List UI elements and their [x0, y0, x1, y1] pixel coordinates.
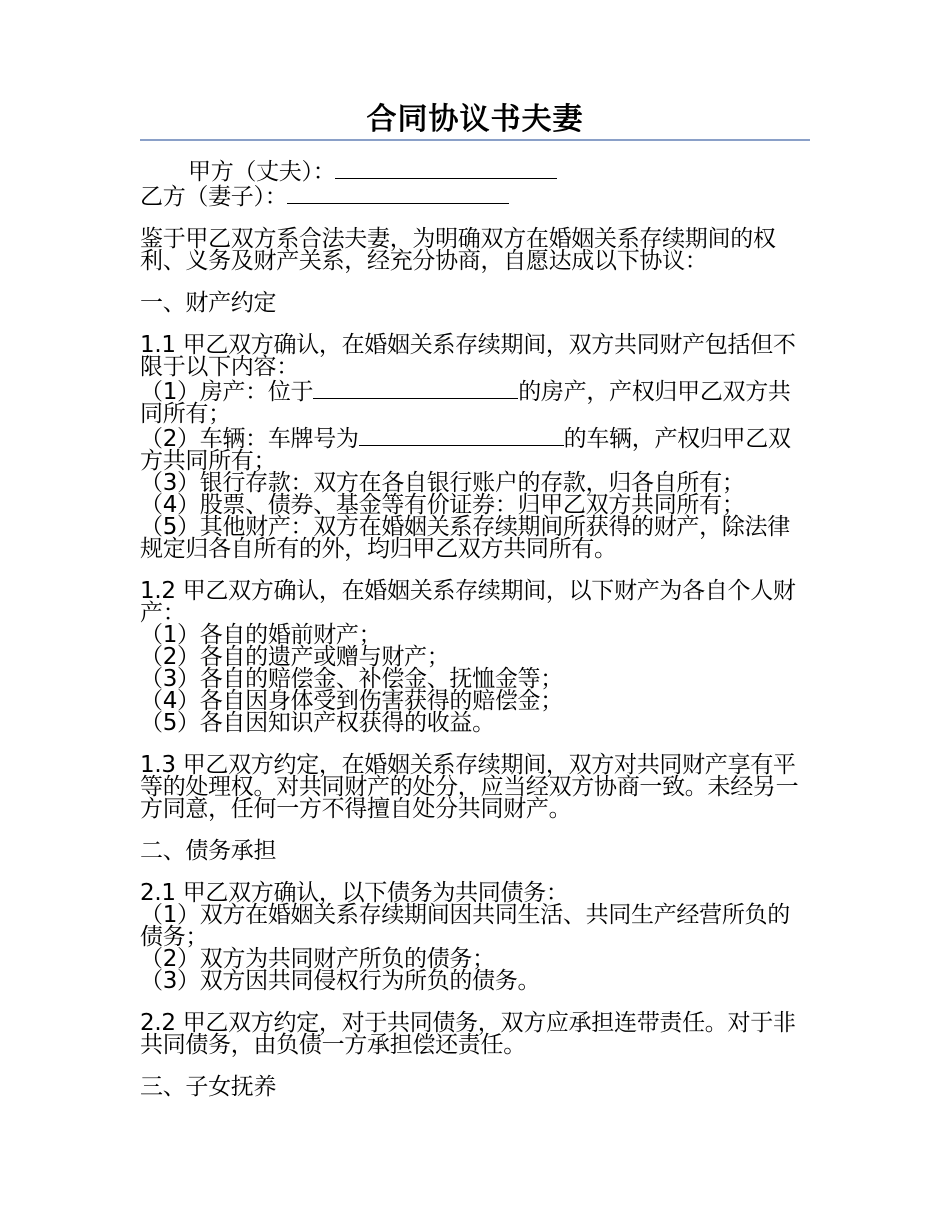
- party-a-label: 甲方（丈夫）：: [188, 159, 336, 185]
- list-item: （3）双方因共同侵权行为所负的债务。: [140, 968, 541, 994]
- list-item: （2）双方为共同财产所负的债务；: [140, 946, 495, 972]
- clause-1-1-item-3: （3）银行存款：双方在各自银行账户的存款，归各自所有；: [140, 470, 745, 496]
- section3-heading: 三、子女抚养: [140, 1074, 277, 1100]
- clause-1-1-item-4: （4）股票、债券、基金等有价证券：归甲乙双方共同所有；: [140, 492, 745, 518]
- item-2-suffix: 的车辆，产权归甲乙双方共同所有；: [140, 426, 791, 474]
- list-item: （2）各自的遗产或赠与财产；: [140, 644, 450, 670]
- clause-2-1-intro: 2.1 甲乙双方确认，以下债务为共同债务：: [140, 880, 569, 906]
- party-b-label: 乙方（妻子）：: [140, 184, 288, 210]
- clause-1-2-intro: 1.2 甲乙双方确认，在婚姻关系存续期间，以下财产为各自个人财产：: [140, 578, 796, 626]
- list-item: （3）各自的赔偿金、补偿金、抚恤金等；: [140, 666, 563, 692]
- list-item: （5）各自因知识产权获得的收益。: [140, 710, 495, 736]
- list-item: （1）各自的婚前财产；: [140, 622, 382, 648]
- item-2-prefix: （2）车辆：车牌号为: [140, 426, 359, 452]
- clause-1-1-item-2: [140, 425, 810, 472]
- property-location-blank: [313, 378, 518, 399]
- party-a-blank: [335, 158, 557, 179]
- clause-2-2: 2.2 甲乙双方约定，对于共同债务，双方应承担连带责任。对于非共同债务，由负债一方承担偿还责任。: [140, 1010, 796, 1058]
- section2-heading: 二、债务承担: [140, 838, 277, 864]
- clause-1-1-intro: 1.1 甲乙双方确认，在婚姻关系存续期间，双方共同财产包括但不限于以下内容：: [140, 332, 796, 380]
- title-underline: [140, 139, 810, 141]
- document-title: 合同协议书夫妻: [366, 102, 584, 137]
- clause-1-1-item-1: [140, 378, 810, 425]
- list-item: （1）双方在婚姻关系存续期间因共同生活、共同生产经营所负的债务；: [140, 902, 790, 950]
- item-1-suffix: 的房产，产权归甲乙双方共同所有；: [140, 379, 791, 427]
- preamble: 鉴于甲乙双方系合法夫妻，为明确双方在婚姻关系存续期间的权利、义务及财产关系，经充分协商，自愿达成以下协议：: [140, 226, 776, 274]
- party-b-line: [140, 183, 810, 208]
- item-1-prefix: （1）房产：位于: [140, 379, 314, 405]
- section1-heading: 一、财产约定: [140, 290, 277, 316]
- party-b-blank: [287, 183, 509, 204]
- clause-1-1-item-5: （5）其他财产：双方在婚姻关系存续期间所获得的财产，除法律规定归各自所有的外，均归甲乙双方共同所有。: [140, 514, 790, 562]
- party-a-line: [140, 158, 810, 183]
- plate-number-blank: [359, 425, 564, 446]
- document-body: [140, 158, 810, 1098]
- clause-1-3: 1.3 甲乙双方约定，在婚姻关系存续期间，双方对共同财产享有平等的处理权。对共同财产的处分，应当经双方协商一致。未经另一方同意，任何一方不得擅自处分共同财产。: [140, 752, 799, 822]
- list-item: （4）各自因身体受到伤害获得的赔偿金；: [140, 688, 563, 714]
